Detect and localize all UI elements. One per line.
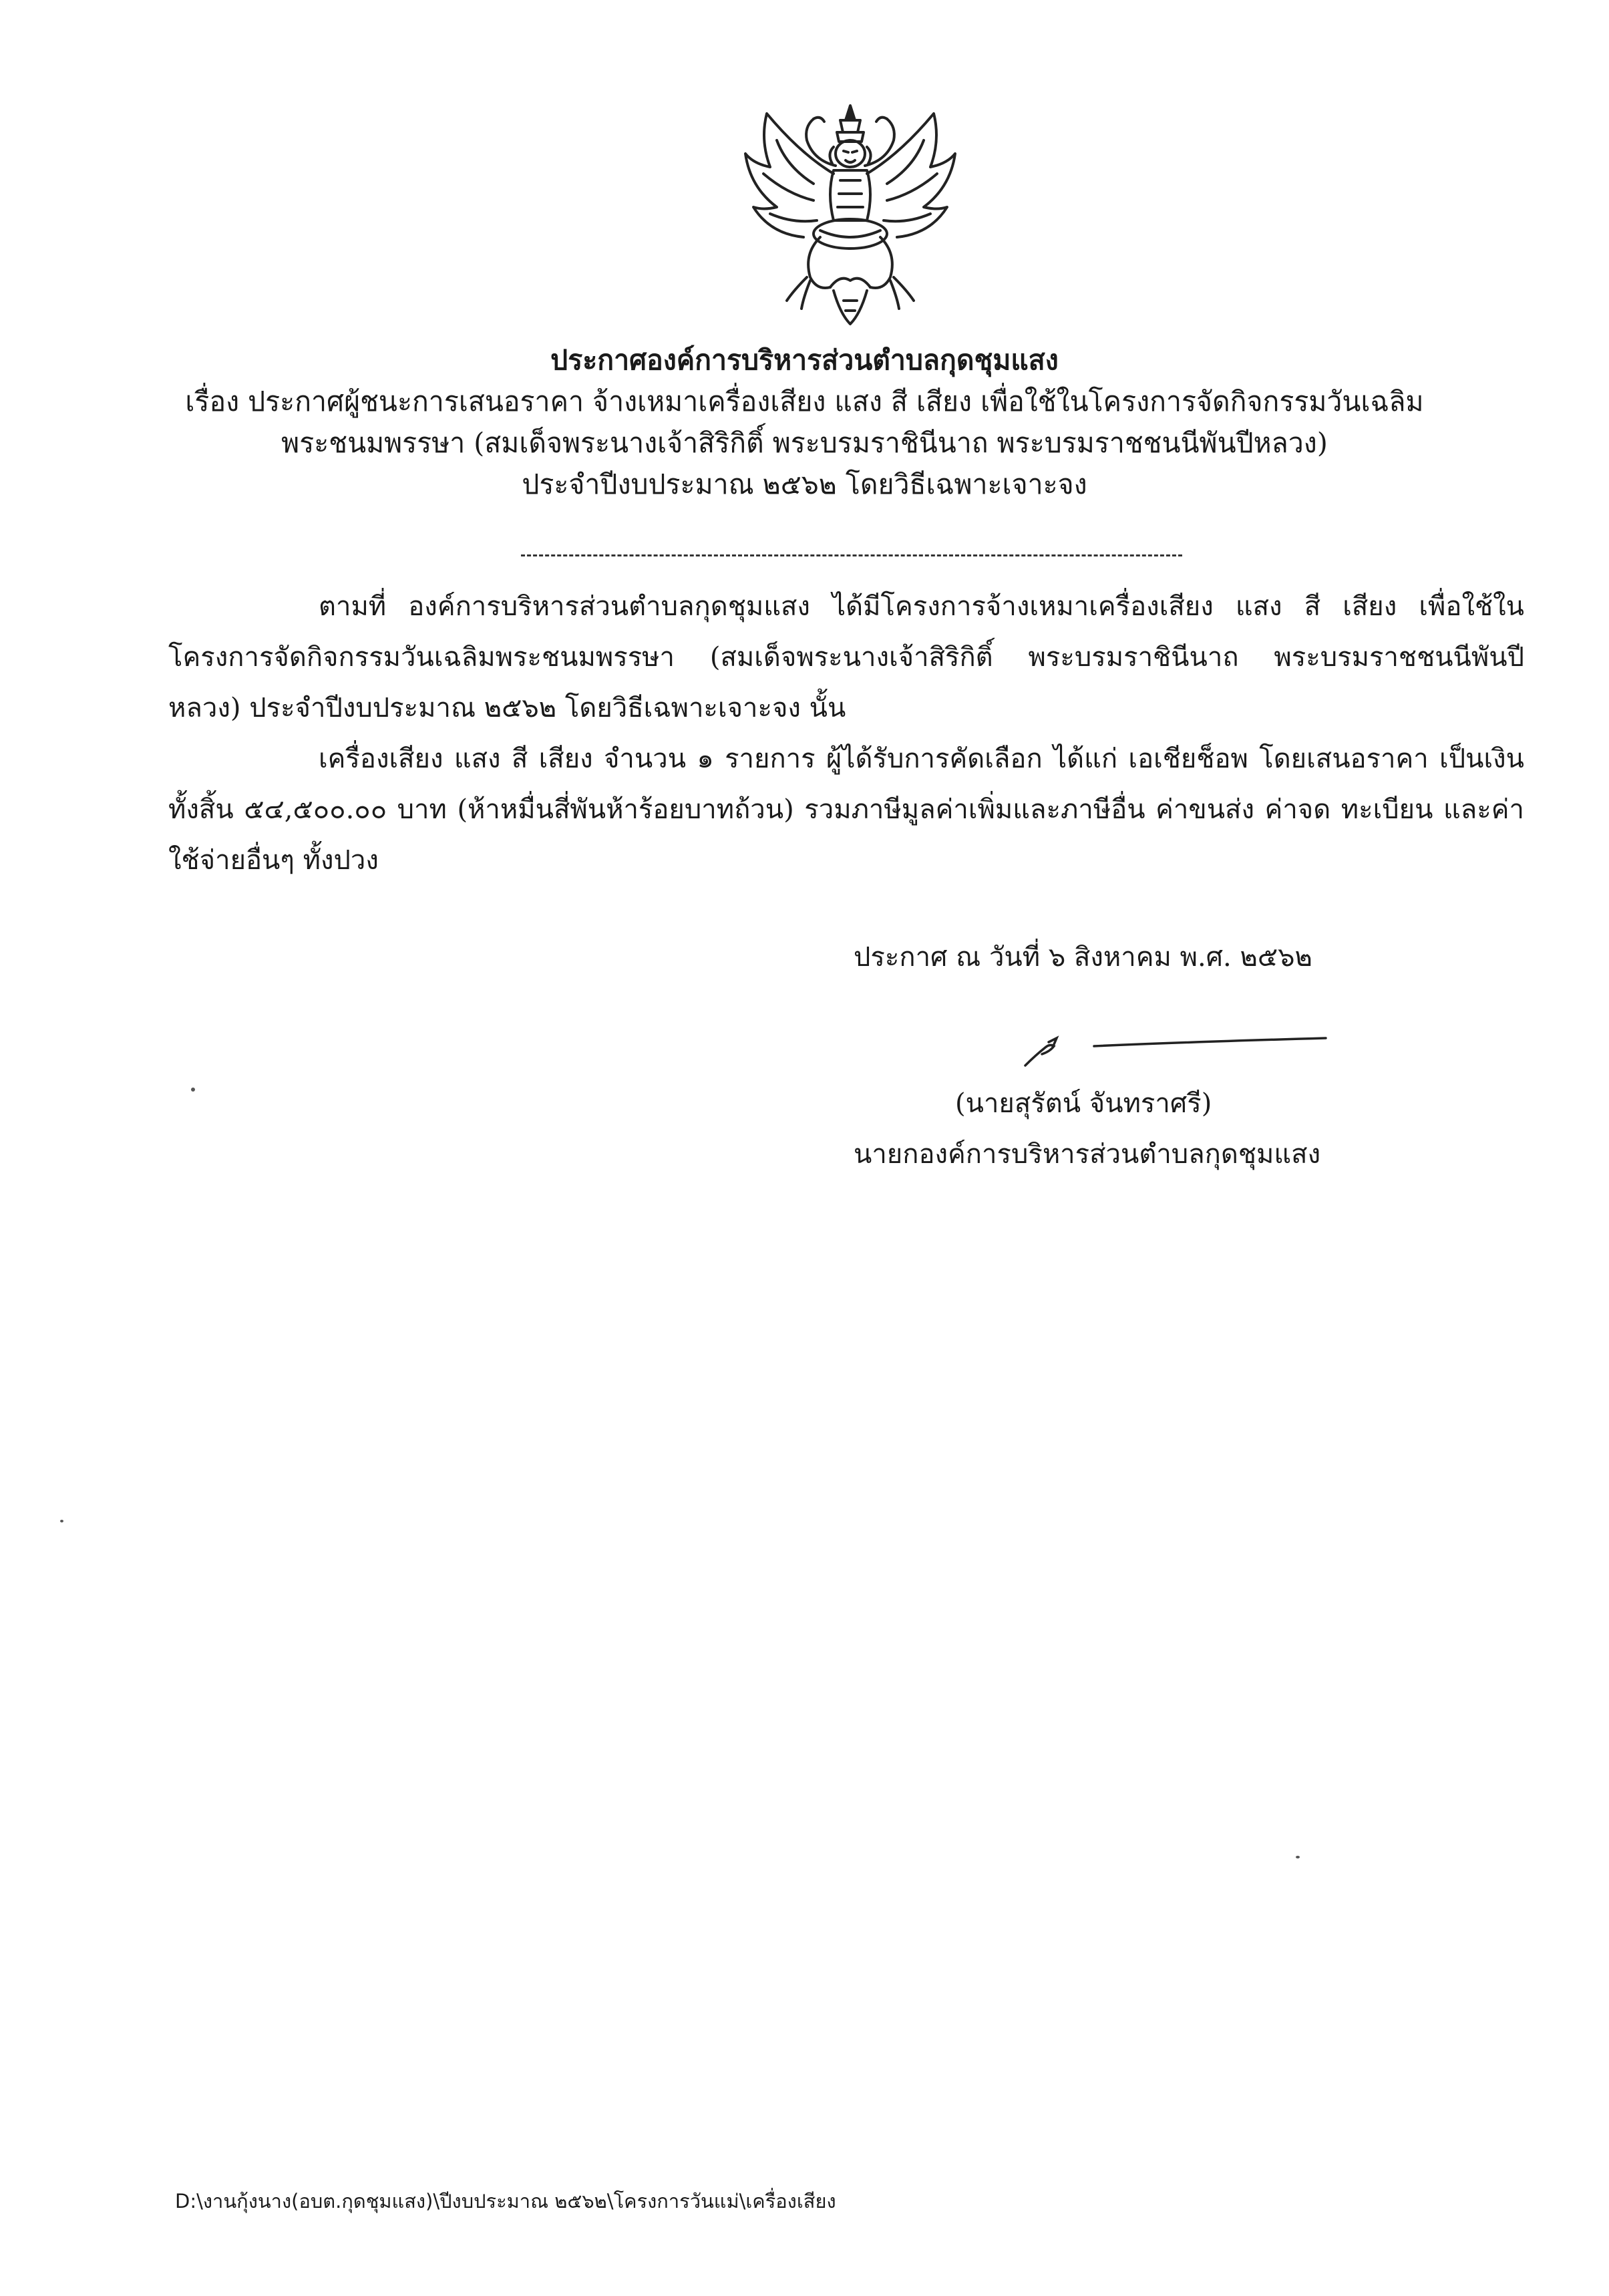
announcement-date: ประกาศ ณ วันที่ ๖ สิงหาคม พ.ศ. ๒๕๖๒ <box>854 942 1312 973</box>
signer-position: นายกองค์การบริหารส่วนตำบลกุดชุมแสง <box>854 1139 1321 1170</box>
signer-name: (นายสุรัตน์ จันทราศรี) <box>955 1088 1212 1119</box>
subject-line-1: เรื่อง ประกาศผู้ชนะการเสนอราคา จ้างเหมาเครื่องเสียง แสง สี เสียง เพื่อใช้ในโครงการจัดกิจกรรมวันเฉลิม <box>185 385 1424 418</box>
announcement-title: ประกาศองค์การบริหารส่วนตำบลกุดชุมแสง <box>550 344 1059 376</box>
footer-file-path: D:\งานกุ้งนาง(อบต.กุดชุมแสง)\ปีงบประมาณ ๒๕๖๒\โครงการวันแม่\เครื่องเสียง <box>175 2190 836 2212</box>
handwritten-signature <box>1015 1029 1329 1082</box>
announcement-body <box>168 581 1524 886</box>
paragraph-winner: เครื่องเสียง แสง สี เสียง จำนวน ๑ รายการ ผู้ได้รับการคัดเลือก ได้แก่ เอเชียช็อพ โดยเสนอราคา เป็นเงินทั้งสิ้น ๕๔,๕๐๐.๐๐ บาท (ห้าหมื่นสี่พันห้าร้อยบาทถ้วน) รวมภาษีมูลค่าเพิ่มและภาษีอื่น ค่าขนส่ง ค่าจด ทะเบียน และค่าใช้จ่ายอื่นๆ ทั้งปวง <box>168 744 1524 876</box>
paragraph-project: ตามที่ องค์การบริหารส่วนตำบลกุดชุมแสง ได้มีโครงการจ้างเหมาเครื่องเสียง แสง สี เสียง เพื่อใช้ใน โครงการจัดกิจกรรมวันเฉลิมพระชนมพรรษา (สมเด็จพระนางเจ้าสิริกิติ์ พระบรมราชินีนาถ พระบรมราชชนนีพันปี หลวง) ประจำปีงบประมาณ ๒๕๖๒ โดยวิธีเฉพาะเจาะจง นั้น <box>168 591 1524 723</box>
scan-speck <box>191 1088 195 1092</box>
scan-speck <box>1296 1856 1300 1858</box>
scan-speck <box>60 1520 63 1522</box>
announcement-heading <box>147 339 1462 505</box>
subject-line-2: พระชนมพรรษา (สมเด็จพระนางเจ้าสิริกิติ์ พระบรมราชินีนาถ พระบรมราชชนนีพันปีหลวง) <box>281 427 1328 459</box>
dashed-separator <box>521 554 1182 556</box>
garuda-emblem-icon <box>740 100 960 327</box>
subject-line-3: ประจำปีงบประมาณ ๒๕๖๒ โดยวิธีเฉพาะเจาะจง <box>522 468 1087 500</box>
